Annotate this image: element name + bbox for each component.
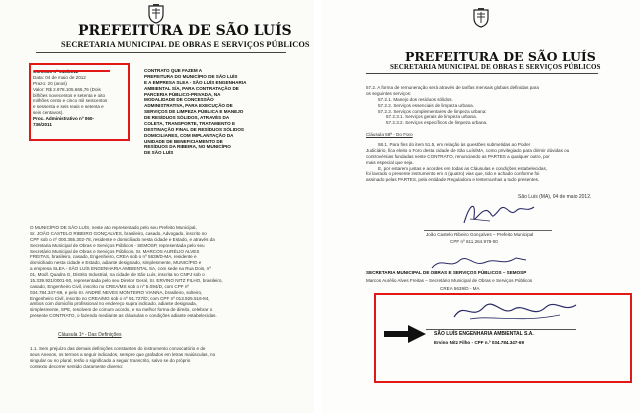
- mayor-name: João Castelo Ribeiro Gonçalves – Prefeito Municipal: [426, 232, 534, 237]
- left-document-page: [0, 0, 314, 413]
- body-line: 57.2.1. Manejo dos resíduos sólidos.: [378, 96, 453, 102]
- page-subtitle: SECRETARIA MUNICIPAL DE OBRAS E SERVIÇOS PÚBLICOS: [390, 63, 601, 71]
- page-title: PREFEITURA DE SÃO LUÍS: [405, 49, 596, 64]
- mayor-cpf: CPF nº 611.264.978-00: [450, 239, 498, 244]
- object-line: E A EMPRESA SLEA - SÃO LUÍS ENGENHARIA: [144, 79, 247, 85]
- object-line: DE RESÍDUOS SÓLIDOS, ATRAVÉS DA: [144, 115, 230, 120]
- object-line: PARCERIA PÚBLICO-PRIVADA, NA: [144, 91, 221, 97]
- signature-scribble: [450, 297, 580, 325]
- body-line: Secretário Municipal de Obras e Serviços Públicos, Sr. MARCOS AURÉLIO ALVES: [30, 248, 200, 254]
- clause-line: mais especial que seja.: [366, 159, 414, 165]
- object-line: UNIDADE DE BENEFICIAMENTO DE: [144, 138, 223, 144]
- body-line: 57.2.3.1. Serviços gerais de limpeza urbana.: [386, 114, 477, 120]
- object-line: RESÍDUOS DA RIBEIRA, NO MUNICÍPIO: [144, 144, 231, 150]
- contract-object: [144, 68, 282, 156]
- arrow-right-icon: [384, 325, 426, 343]
- clause-line: controvérsias fundadas neste CONTRATO, renunciando as PARTES a qualquer outro, por: [366, 153, 550, 159]
- object-line: ADMINISTRATIVA, PARA EXECUÇÃO DE: [144, 103, 233, 109]
- contract-value-words: bilhões novecentos e setenta e oito: [33, 92, 106, 98]
- clause-title: Cláusula 1ª - Das Definições: [58, 332, 122, 338]
- page-gutter: [314, 0, 322, 413]
- page-subtitle: SECRETARIA MUNICIPAL DE OBRAS E SERVIÇOS PÚBLICOS: [61, 40, 310, 49]
- date-line: São Luís (MA), 04 de maio 2012.: [518, 194, 592, 200]
- contract-parties-paragraph: [30, 225, 284, 319]
- body-line: os seguintes serviços:: [366, 90, 412, 96]
- coat-of-arms-icon: [472, 8, 490, 28]
- body-line: simplesmente, SPE, resolvem de comum acordo, e na melhor forma de direito, celebrar o: [30, 307, 213, 313]
- body-line: Engenheiro Civil, inscrito no CREA/MG sob o nº 91.727/D; com CPF nº 013.925.516-84,: [30, 295, 210, 301]
- secretary-crea: CREA 5639/D - MA: [440, 286, 480, 291]
- contract-value-words: seis centavos).: [33, 110, 64, 116]
- body-line: FREITAS, brasileiro, casado, Engenheiro, CREA sob o nº 5639/D-MA, residente e: [30, 254, 197, 260]
- clause-line: singular ou no plural, terão o significado a seguir transcrito, salvo se do próprio: [30, 357, 191, 363]
- object-line: DOMICILIARES, COM IMPLANTAÇÃO DA: [144, 132, 234, 138]
- signature-scribble: [460, 197, 538, 229]
- clause-line: E, por estarem justas e acordes em todas as Cláusulas e condições estabelecidas,: [378, 165, 548, 171]
- clause-line: 58.1. Para fins do item 51.5, em relação às questões submetidas ao Poder: [378, 142, 531, 147]
- body-line: 15.339.921/0001-50, representada pelo seu Diretor Geral, Sr. ERVINO NITZ FILHO, brasileiro,: [30, 277, 223, 283]
- clause-line: 1.1. Sem prejuízo das demais definições constantes do instrumento convocatório e de: [30, 346, 206, 351]
- object-line: CONTRATO QUE FAZEM A: [144, 68, 203, 73]
- body-line: a empresa SLEA - SÃO LUÍS ENGENHARIA AMBIENTAL SA, com sede na Rua Dois, nº: [30, 266, 211, 272]
- clause-title: Cláusula 58ª - Do Foro: [366, 132, 413, 137]
- process-number: 736/2011: [33, 121, 52, 127]
- object-line: DESTINAÇÃO FINAL DE RESÍDUOS SÓLIDOS: [144, 126, 244, 132]
- clause-line: Judiciário, fica eleito o Foro desta cidade de São Luís/MA, como privilegiado para dirimir dúvidas ou: [366, 147, 570, 153]
- body-line: Secretaria Municipal de Obras e Serviços Públicos - SEMOSP, representada pelo seu: [30, 242, 205, 248]
- contract-date: Data: 04 de maio de 2012: [33, 74, 86, 80]
- clause-line: contexto decorrer sentido claramente diverso:: [30, 363, 124, 369]
- process-number: Proc. Administrativo nº 060-: [33, 116, 94, 121]
- secretariat-name: SECRETARIA MUNICIPAL DE OBRAS E SERVIÇOS PÚBLICOS – SEMOSP: [366, 270, 527, 275]
- body-line: domiciliado nesta cidade e Estado, adiante designado, simplesmente, MUNICÍPIO e: [30, 260, 202, 266]
- contract-value-words: milhões cento e cinco mil seiscentos: [33, 98, 108, 104]
- object-line: PREFEITURA DO MUNICÍPIO DE SÃO LUÍS: [144, 73, 238, 79]
- clause-line: foi lavrado o presente instrumento em 4 (quatro) vias que, tido e achado conforme foi: [366, 171, 540, 177]
- object-line: MODALIDADE DE CONCESSÃO: [144, 97, 214, 103]
- body-line: 57.2.3.2. Serviços específicos de limpeza urbana.: [386, 120, 488, 126]
- body-line: 57.2.2. Serviços essenciais de limpeza urbana.: [378, 102, 475, 108]
- clause-line: assinado pelas PARTES, pela entidade Reguladora e testemunhas a tudo presentes.: [366, 177, 540, 183]
- body-line: Sr. JOÃO CASTELO RIBEIRO GONÇALVES, brasileiro, casado, Advogado, inscrito no: [30, 230, 207, 236]
- signature-line: [426, 329, 576, 330]
- body-line: 57.2. A forma de remuneração será através de tarifas mensais globais definidas para: [366, 85, 539, 90]
- object-line: SERVIÇOS DE LIMPEZA PÚBLICA E MANEJO: [144, 109, 244, 115]
- contract-term: Prazo: 20 (anos): [33, 80, 67, 86]
- highlight-box: [29, 63, 130, 141]
- clause-paragraph: [30, 346, 284, 370]
- header-rule: [366, 73, 598, 74]
- company-signer: Ervino Nitz Filho - CPF n.º 034.784.347-69: [434, 340, 525, 345]
- remuneration-text: [366, 85, 616, 126]
- right-document-page: [322, 0, 640, 413]
- coat-of-arms-icon: [147, 4, 165, 24]
- object-line: COLETA, TRANSPORTE, TRATAMENTO E: [144, 120, 236, 126]
- jurisdiction-paragraph: [366, 142, 618, 183]
- secretary-name: Marcos Aurélio Alves Freitas – Secretário Municipal de Obras e Serviços Públicos: [366, 278, 533, 283]
- body-line: 034.784.347-69, e pelo Sr. ANDRÉ NEVES MONTEIRO VIANNA, brasileiro, solteiro,: [30, 289, 203, 295]
- body-line: casado, Engenheiro Civil, inscrito no CREA/MS sob o nº 5.094/D, com CPF nº: [30, 283, 190, 289]
- body-line: 01, Modl. Quadra G, Distrito Industrial, na cidade de São Luís, inscrita no CNPJ sob o: [30, 272, 205, 277]
- body-line: O MUNICÍPIO DE SÃO LUÍS, neste ato representado pelo seu Prefeito Municipal,: [30, 225, 197, 230]
- body-line: presente CONTRATO, o fazendo mediante as cláusulas e condições adiante estabelecidas.: [30, 313, 217, 319]
- clause-line: seus Anexos, os termos a seguir indicados, sempre que grafados em letras maiúsculas, no: [30, 351, 216, 357]
- object-line: AMBIENTAL S/A, PARA CONTRATAÇÃO DE: [144, 85, 239, 91]
- contract-value-words: e sessenta e seis reais e setenta e: [33, 104, 104, 110]
- body-line: CPF sob o nº 000.355.302-78, residente e domiciliado nesta cidade e Estado, e através da: [30, 236, 215, 242]
- object-line: DE SÃO LUÍS: [144, 150, 174, 156]
- page-title: PREFEITURA DE SÃO LUÍS: [78, 23, 292, 39]
- body-line: ambos com domicílio profissional no endereço supra indicado, adiante designada,: [30, 301, 198, 307]
- signature-line: [424, 230, 552, 231]
- company-name: SÃO LUÍS ENGENHARIA AMBIENTAL S.A.: [434, 331, 534, 337]
- body-line: 57.2.3. Serviços complementares de limpeza urbana:: [378, 108, 487, 114]
- contract-value: Valor: R$ 2.978.105.666,76 (Dois: [33, 86, 101, 92]
- header-rule: [36, 52, 286, 53]
